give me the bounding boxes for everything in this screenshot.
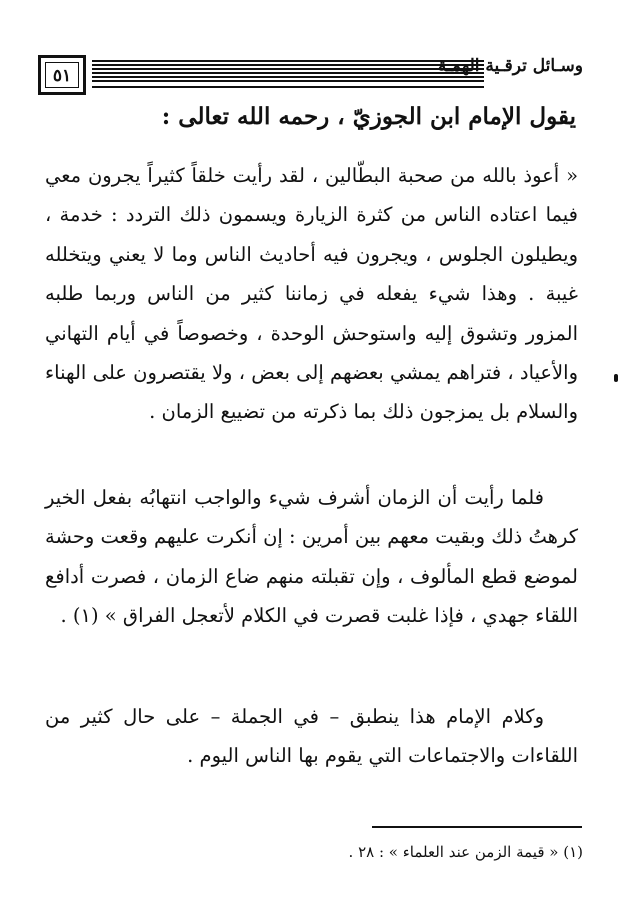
section-heading: يقول الإمام ابن الجوزيّ ، رحمه الله تعالى :: [161, 103, 576, 130]
commentary-paragraph: وكلام الإمام هذا ينطبق – في الجملة – على حال كثير من اللقاءات والاجتماعات التي يقوم بها الناس اليوم .: [45, 705, 578, 768]
page-number: ٥١: [52, 66, 72, 86]
quote-paragraph-1: « أعوذ بالله من صحبة البطّالين ، لقد رأيت خلقاً كثيراً يجرون معي فيما اعتاده الناس من كثرة الزيارة ويسمون ذلك التردد : خدمة ، ويطيلون الجلوس ، ويجرون فيه أحاديث الناس وما لا يعني ويتخلله غيبة . وهذا شيء يفعله في زماننا كثير من الناس وربما طلبه المزور وتشوق إليه واستوحش الوحدة ، وخصوصاً في أيام التهاني والأعياد ، فتراهم يمشي بعضهم إلى بعض ، ولا يقتصرون على الهناء والسلام بل يمزجون ذلك بما ذكرته من تضييع الزمان .: [45, 164, 578, 424]
margin-mark: [614, 374, 618, 382]
page-number-box: [38, 55, 86, 95]
quote-paragraph-2: فلما رأيت أن الزمان أشرف شيء والواجب انتهابُه بفعل الخير كرهتُ ذلك وبقيت معهم بين أمرين : إن أنكرت عليهم وقعت وحشة لموضع قطع المألوف ، وإن تقبلته منهم ضاع الزمان ، فصرت أدافع اللقاء جهدي ، فإذا غلبت قصرت في الكلام لأتعجل الفراق » (١) .: [45, 486, 578, 628]
header-ornamental-rule: [92, 60, 484, 82]
running-title: وسـائل ترقـية الهمـة: [437, 56, 583, 76]
footnote-separator: [372, 826, 582, 828]
footnote-1: (١) « قيمة الزمن عند العلماء » : ٢٨ .: [348, 843, 583, 861]
